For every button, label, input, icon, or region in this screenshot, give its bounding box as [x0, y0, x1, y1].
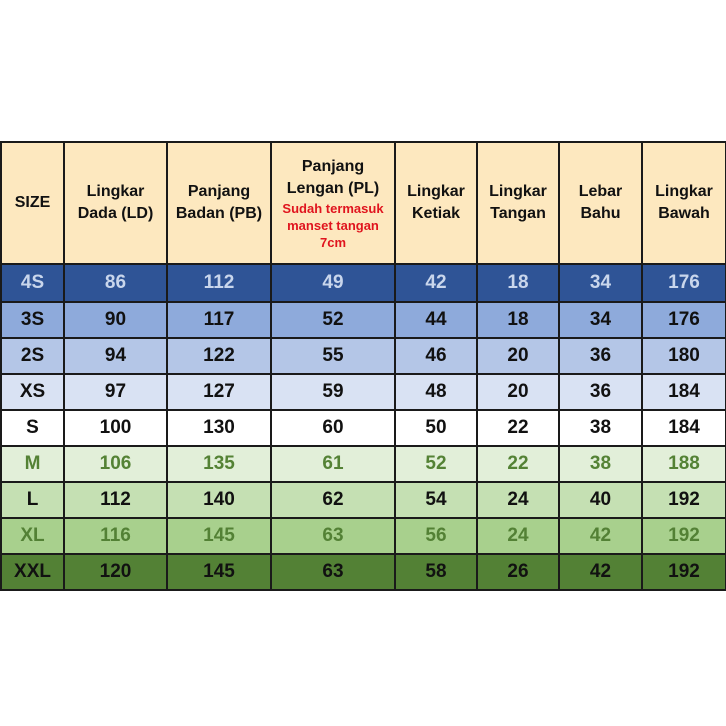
cell-lingkar-ketiak: 50 — [395, 410, 477, 446]
cell-lingkar-ketiak: 58 — [395, 554, 477, 590]
cell-lingkar-dada: 106 — [64, 446, 167, 482]
cell-lebar-bahu: 42 — [559, 518, 642, 554]
header-panjang-lengan-note: Sudah termasuk manset tangan 7cm — [282, 200, 384, 250]
cell-panjang-lengan: 60 — [271, 410, 395, 446]
cell-panjang-lengan: 52 — [271, 302, 395, 338]
header-lingkar-tangan: Lingkar Tangan — [477, 142, 559, 264]
cell-lingkar-tangan: 24 — [477, 518, 559, 554]
cell-lingkar-dada: 100 — [64, 410, 167, 446]
cell-lingkar-tangan: 20 — [477, 374, 559, 410]
cell-lingkar-ketiak: 46 — [395, 338, 477, 374]
cell-panjang-badan: 112 — [167, 264, 271, 302]
cell-lebar-bahu: 36 — [559, 338, 642, 374]
cell-lingkar-bawah: 184 — [642, 410, 726, 446]
header-lingkar-bawah: Lingkar Bawah — [642, 142, 726, 264]
cell-lebar-bahu: 38 — [559, 410, 642, 446]
header-row — [1, 142, 726, 264]
cell-lingkar-bawah: 188 — [642, 446, 726, 482]
cell-size: 4S — [1, 264, 64, 302]
cell-size: 3S — [1, 302, 64, 338]
table-row — [1, 446, 726, 482]
cell-lingkar-ketiak: 52 — [395, 446, 477, 482]
cell-lingkar-dada: 86 — [64, 264, 167, 302]
table-row — [1, 410, 726, 446]
cell-lingkar-tangan: 20 — [477, 338, 559, 374]
table-row — [1, 264, 726, 302]
header-panjang-badan: Panjang Badan (PB) — [167, 142, 271, 264]
cell-lingkar-dada: 120 — [64, 554, 167, 590]
cell-size: S — [1, 410, 64, 446]
cell-size: XL — [1, 518, 64, 554]
cell-lebar-bahu: 34 — [559, 264, 642, 302]
cell-lingkar-dada: 116 — [64, 518, 167, 554]
header-lebar-bahu: Lebar Bahu — [559, 142, 642, 264]
table-row — [1, 482, 726, 518]
cell-lingkar-tangan: 22 — [477, 446, 559, 482]
cell-panjang-lengan: 63 — [271, 554, 395, 590]
cell-panjang-lengan: 63 — [271, 518, 395, 554]
table-row — [1, 302, 726, 338]
cell-lebar-bahu: 40 — [559, 482, 642, 518]
cell-lingkar-dada: 90 — [64, 302, 167, 338]
header-lingkar-dada: Lingkar Dada (LD) — [64, 142, 167, 264]
cell-lingkar-tangan: 24 — [477, 482, 559, 518]
cell-lingkar-bawah: 184 — [642, 374, 726, 410]
cell-panjang-badan: 145 — [167, 554, 271, 590]
cell-lingkar-ketiak: 48 — [395, 374, 477, 410]
cell-panjang-badan: 135 — [167, 446, 271, 482]
cell-lingkar-ketiak: 54 — [395, 482, 477, 518]
cell-lingkar-tangan: 18 — [477, 302, 559, 338]
cell-size: 2S — [1, 338, 64, 374]
cell-size: XXL — [1, 554, 64, 590]
table-row — [1, 518, 726, 554]
table-row — [1, 374, 726, 410]
cell-panjang-badan: 140 — [167, 482, 271, 518]
table-row — [1, 338, 726, 374]
cell-lingkar-tangan: 18 — [477, 264, 559, 302]
header-panjang-lengan: Panjang Lengan (PL) Sudah termasuk manset tangan 7cm — [271, 142, 395, 264]
cell-lingkar-ketiak: 44 — [395, 302, 477, 338]
cell-panjang-badan: 130 — [167, 410, 271, 446]
cell-panjang-lengan: 61 — [271, 446, 395, 482]
cell-lebar-bahu: 42 — [559, 554, 642, 590]
cell-lingkar-bawah: 180 — [642, 338, 726, 374]
header-lingkar-ketiak: Lingkar Ketiak — [395, 142, 477, 264]
cell-panjang-badan: 145 — [167, 518, 271, 554]
cell-lingkar-tangan: 22 — [477, 410, 559, 446]
cell-lingkar-dada: 97 — [64, 374, 167, 410]
cell-panjang-badan: 127 — [167, 374, 271, 410]
cell-lingkar-bawah: 192 — [642, 482, 726, 518]
cell-panjang-badan: 117 — [167, 302, 271, 338]
cell-lebar-bahu: 38 — [559, 446, 642, 482]
cell-lingkar-ketiak: 42 — [395, 264, 477, 302]
cell-lebar-bahu: 34 — [559, 302, 642, 338]
cell-lingkar-dada: 94 — [64, 338, 167, 374]
size-chart-table — [0, 141, 726, 591]
cell-panjang-lengan: 59 — [271, 374, 395, 410]
cell-panjang-lengan: 49 — [271, 264, 395, 302]
cell-panjang-lengan: 55 — [271, 338, 395, 374]
cell-lingkar-ketiak: 56 — [395, 518, 477, 554]
cell-panjang-lengan: 62 — [271, 482, 395, 518]
cell-size: M — [1, 446, 64, 482]
cell-size: L — [1, 482, 64, 518]
cell-lingkar-dada: 112 — [64, 482, 167, 518]
cell-size: XS — [1, 374, 64, 410]
cell-panjang-badan: 122 — [167, 338, 271, 374]
cell-lingkar-bawah: 192 — [642, 554, 726, 590]
cell-lingkar-bawah: 176 — [642, 302, 726, 338]
cell-lingkar-tangan: 26 — [477, 554, 559, 590]
cell-lingkar-bawah: 192 — [642, 518, 726, 554]
cell-lingkar-bawah: 176 — [642, 264, 726, 302]
table-row — [1, 554, 726, 590]
cell-lebar-bahu: 36 — [559, 374, 642, 410]
header-size: SIZE — [1, 142, 64, 264]
